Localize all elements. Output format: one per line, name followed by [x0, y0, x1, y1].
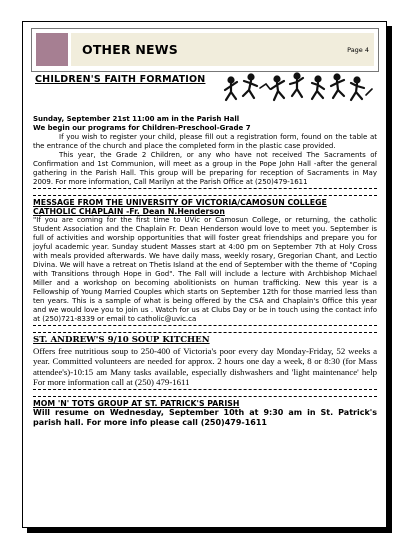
asterisk-divider — [33, 325, 377, 333]
uvic-message-body: "If you are coming for the first time to UVic or Camosun College, or returning, the catholic Student Association and the Chaplain Fr. Dean Henderson would love to meet you. September is full of activities and worship opportunities that will foster great friendships and prepare you for joyful academic year. Sunday student Masses start at 4:00 pm on September 7th at Holy Cross with meals provided afterwards. We have daily mass, weekly rosary, Gregorian Chant, and Lectio Divina. We will have a retreat on Thetis Island at the end of September with the theme of "Coping with Transitions through Hope in God". The Fall will include a lecture with Archbishop Michael Miller and a workshop on becoming abolitionists on human trafficking. New this year is a Fellowship of Young Married Couples which starts on September 12th for those married less than ten years. This is a sample of what is being offered by the CSA and Chaplain's Office this year and we would love you to join us . Watch for us at Clubs Day or be in touch using the contact info at (250)721-8339 or email to catholic@uvic.ca — [33, 216, 377, 323]
header-color-swatch — [36, 33, 68, 66]
soup-kitchen-body: Offers free nutritious soup to 250-400 of Victoria's poor every day Monday-Friday, 52 weeks a year. Committed volunteers are needed for approx. 2 hours one day a week, 8 or 8:30 (for Mass attendee's)-10:15 am Many tasks available, especially dishwashers and 'light maintenance' help For more information call at (250) 479-1611 — [33, 346, 377, 388]
uvic-message-title — [33, 198, 377, 216]
childrens-sacraments-text: This year, the Grade 2 Children, or any who have not received The Sacraments of Confirmation and 1st Communion, will meet as a group in the Pope John Hall -after the general gathering in the Parish Hall. This group will be preparing for reception of Sacraments in May 2009. For more information, Call Marilyn at the Parish Office at (250)479-1611 — [33, 151, 377, 186]
section-header — [31, 28, 379, 72]
asterisk-divider — [33, 389, 377, 397]
children-silhouettes-icon — [223, 71, 375, 103]
page-title: OTHER NEWS — [82, 42, 178, 57]
uvic-message-title-line2: CATHOLIC CHAPLAIN -Fr. Dean N.Henderson — [33, 207, 225, 216]
childrens-programs-line: We begin our programs for Children-Preschool-Grade 7 — [33, 124, 251, 132]
mom-tots-title: MOM 'N' TOTS GROUP AT ST. PATRICK'S PARISH — [33, 398, 240, 408]
newsletter-content — [33, 71, 377, 428]
page-number: Page 4 — [347, 46, 369, 54]
uvic-message-title-line1: MESSAGE FROM THE UNIVERSITY OF VICTORIA/CAMOSUN COLLEGE — [33, 198, 327, 207]
childrens-registration-text: If you wish to register your child, please fill out a registration form, found on the table at the entrance of the church and place the completed form in the plastic case provided. — [33, 133, 377, 150]
mom-tots-body: Will resume on Wednesday, September 10th at 9:30 am in St. Patrick's parish hall. For more info please call (250)479-1611 — [33, 407, 377, 427]
childrens-faith-title: CHILDREN'S FAITH FORMATION — [35, 74, 206, 85]
page-frame — [22, 21, 387, 528]
childrens-date-line: Sunday, September 21st 11:00 am in the Parish Hall — [33, 115, 240, 123]
childrens-faith-header — [33, 71, 377, 115]
soup-kitchen-title: ST. ANDREW'S 9/10 SOUP KITCHEN — [33, 335, 210, 345]
asterisk-divider — [33, 188, 377, 196]
